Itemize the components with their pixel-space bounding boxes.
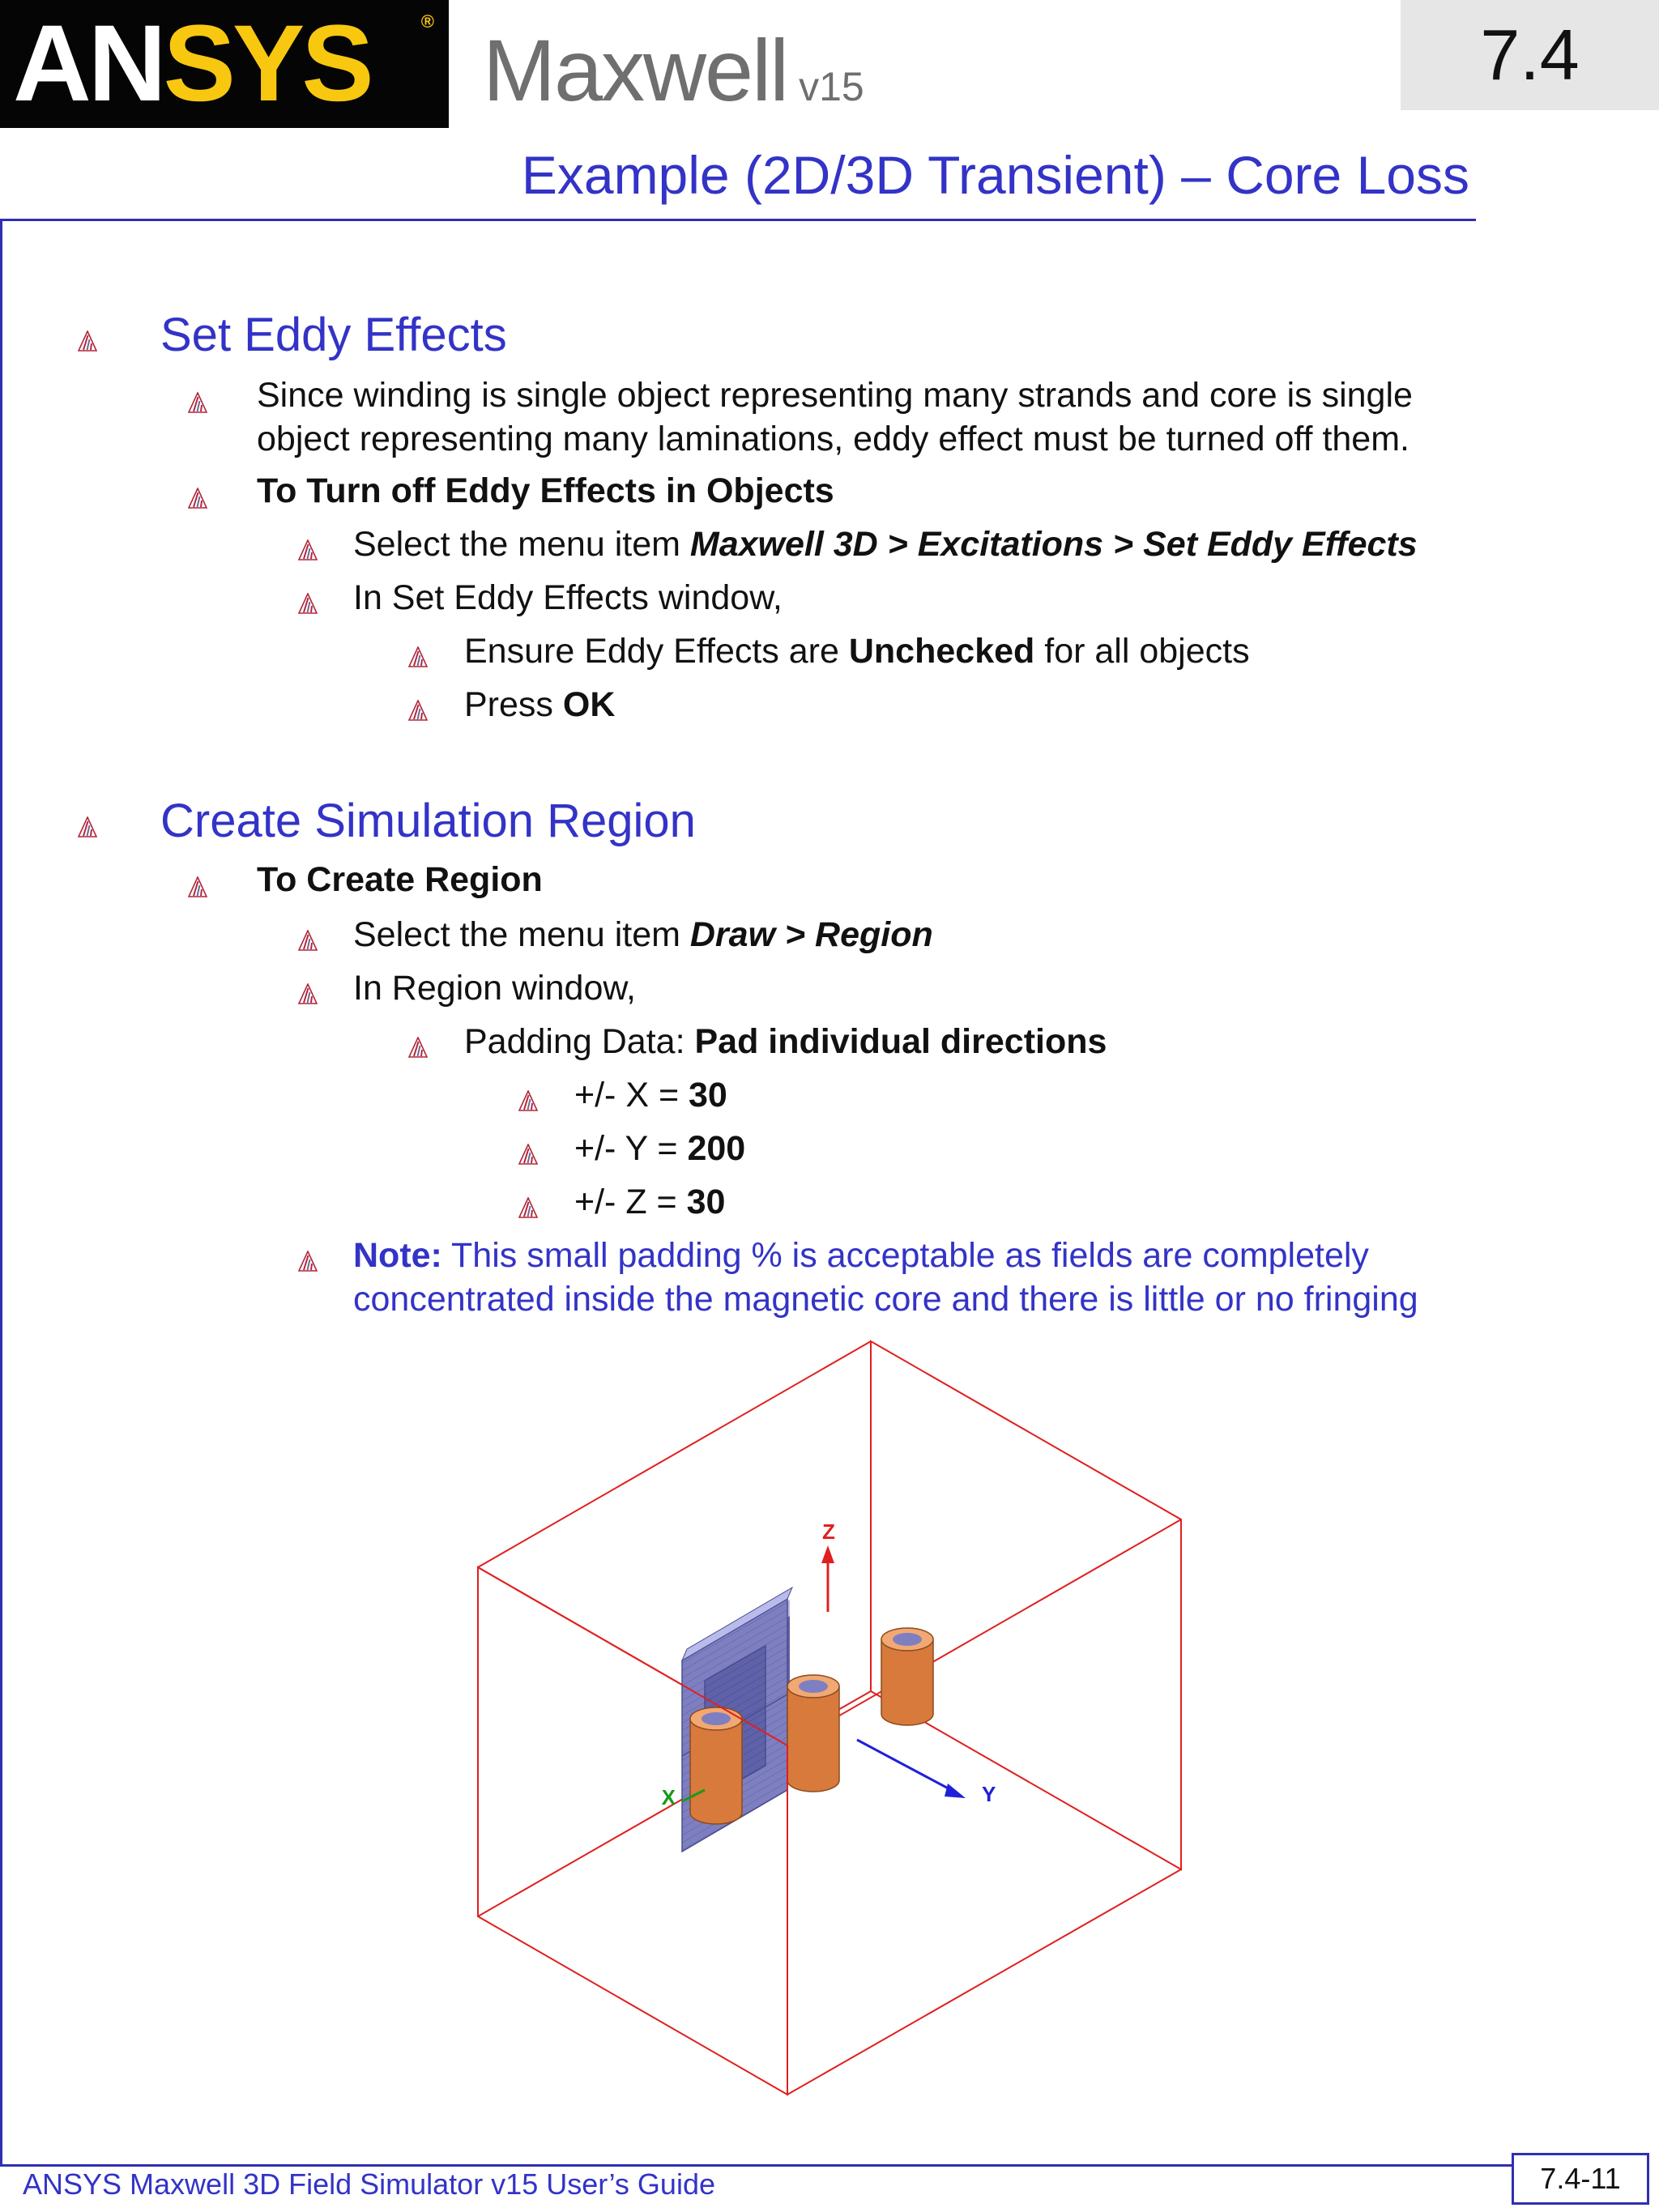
subheading-create-region: To Create Region	[257, 860, 543, 899]
step-window: In Set Eddy Effects window,	[353, 578, 783, 617]
padding-z	[574, 1183, 725, 1222]
step-padding-data	[464, 1022, 1107, 1062]
step-text: Select the menu item	[353, 915, 690, 954]
padding-value: 30	[686, 1183, 726, 1221]
ansys-logo	[0, 0, 449, 128]
step-text: for all objects	[1034, 632, 1250, 671]
bullet-icon	[518, 1144, 538, 1165]
step-select-draw-region	[353, 915, 933, 955]
bullet-icon	[298, 1251, 318, 1272]
registered-mark: ®	[420, 11, 434, 32]
section-number: 7.4	[1401, 0, 1659, 110]
page-title: Example (2D/3D Transient) – Core Loss	[521, 145, 1469, 205]
value-pad-directions: Pad individual directions	[694, 1022, 1107, 1061]
coil-3	[881, 1628, 933, 1725]
step-press-ok	[464, 685, 615, 725]
step-select-menu	[353, 525, 1418, 565]
padding-value: 200	[687, 1129, 746, 1168]
bullet-icon	[518, 1090, 538, 1111]
axis-label-y: Y	[982, 1782, 996, 1806]
logo-text-sys: SYS	[163, 3, 371, 124]
note-label: Note:	[353, 1236, 442, 1275]
region-transformer-figure	[470, 1336, 1199, 2106]
bullet-icon	[298, 930, 318, 951]
step-text: Ensure Eddy Effects are	[464, 632, 849, 671]
bullet-icon	[298, 593, 318, 614]
bullet-icon	[188, 876, 207, 897]
bullet-icon	[408, 1037, 428, 1058]
subheading-turn-off-eddy: To Turn off Eddy Effects in Objects	[257, 471, 834, 510]
note-line	[353, 1236, 1369, 1276]
paragraph-line: Since winding is single object representing many strands and core is single	[257, 376, 1413, 415]
menu-path: Draw > Region	[689, 915, 933, 954]
footer-rule	[0, 2164, 1512, 2167]
axis-label-x: X	[661, 1785, 676, 1809]
step-region-window: In Region window,	[353, 969, 636, 1008]
heading-set-eddy-effects: Set Eddy Effects	[160, 309, 507, 361]
value-unchecked: Unchecked	[848, 632, 1035, 671]
footer-guide-title: ANSYS Maxwell 3D Field Simulator v15 User’s Guide	[23, 2167, 715, 2201]
padding-label: +/- X =	[574, 1076, 689, 1115]
paragraph-line: object representing many laminations, eddy effect must be turned off them.	[257, 420, 1410, 458]
step-ensure-unchecked	[464, 632, 1250, 671]
note-line: concentrated inside the magnetic core and there is little or no fringing	[353, 1280, 1418, 1319]
heading-create-region: Create Simulation Region	[160, 795, 696, 847]
coil-1	[690, 1707, 742, 1824]
left-rule	[0, 219, 2, 2164]
step-text: Select the menu item	[353, 525, 690, 564]
padding-y	[574, 1129, 745, 1169]
bullet-icon	[78, 816, 97, 837]
coil-2	[787, 1675, 839, 1792]
bullet-icon	[408, 646, 428, 667]
padding-value: 30	[689, 1076, 727, 1115]
page-number: 7.4-11	[1512, 2153, 1649, 2205]
bullet-icon	[188, 392, 207, 413]
bullet-icon	[298, 539, 318, 560]
note-text: This small padding % is acceptable as fields are completely	[441, 1236, 1369, 1275]
bullet-icon	[518, 1197, 538, 1218]
bullet-icon	[408, 700, 428, 721]
padding-label: +/- Z =	[574, 1183, 687, 1221]
bullet-icon	[298, 983, 318, 1004]
axis-label-z: Z	[822, 1519, 835, 1544]
product-name	[483, 19, 864, 121]
header-rule	[0, 219, 1476, 221]
bullet-icon	[78, 330, 97, 352]
step-text: Padding Data:	[464, 1022, 695, 1061]
padding-label: +/- Y =	[574, 1129, 688, 1168]
product-version: v15	[799, 64, 864, 109]
menu-path: Maxwell 3D > Excitations > Set Eddy Effects	[689, 525, 1418, 564]
step-text: Press	[464, 685, 563, 724]
product-title: Maxwell	[483, 21, 788, 119]
logo-text-an: AN	[13, 3, 164, 124]
bullet-icon	[188, 488, 207, 509]
padding-x	[574, 1076, 727, 1115]
value-ok: OK	[562, 685, 616, 724]
